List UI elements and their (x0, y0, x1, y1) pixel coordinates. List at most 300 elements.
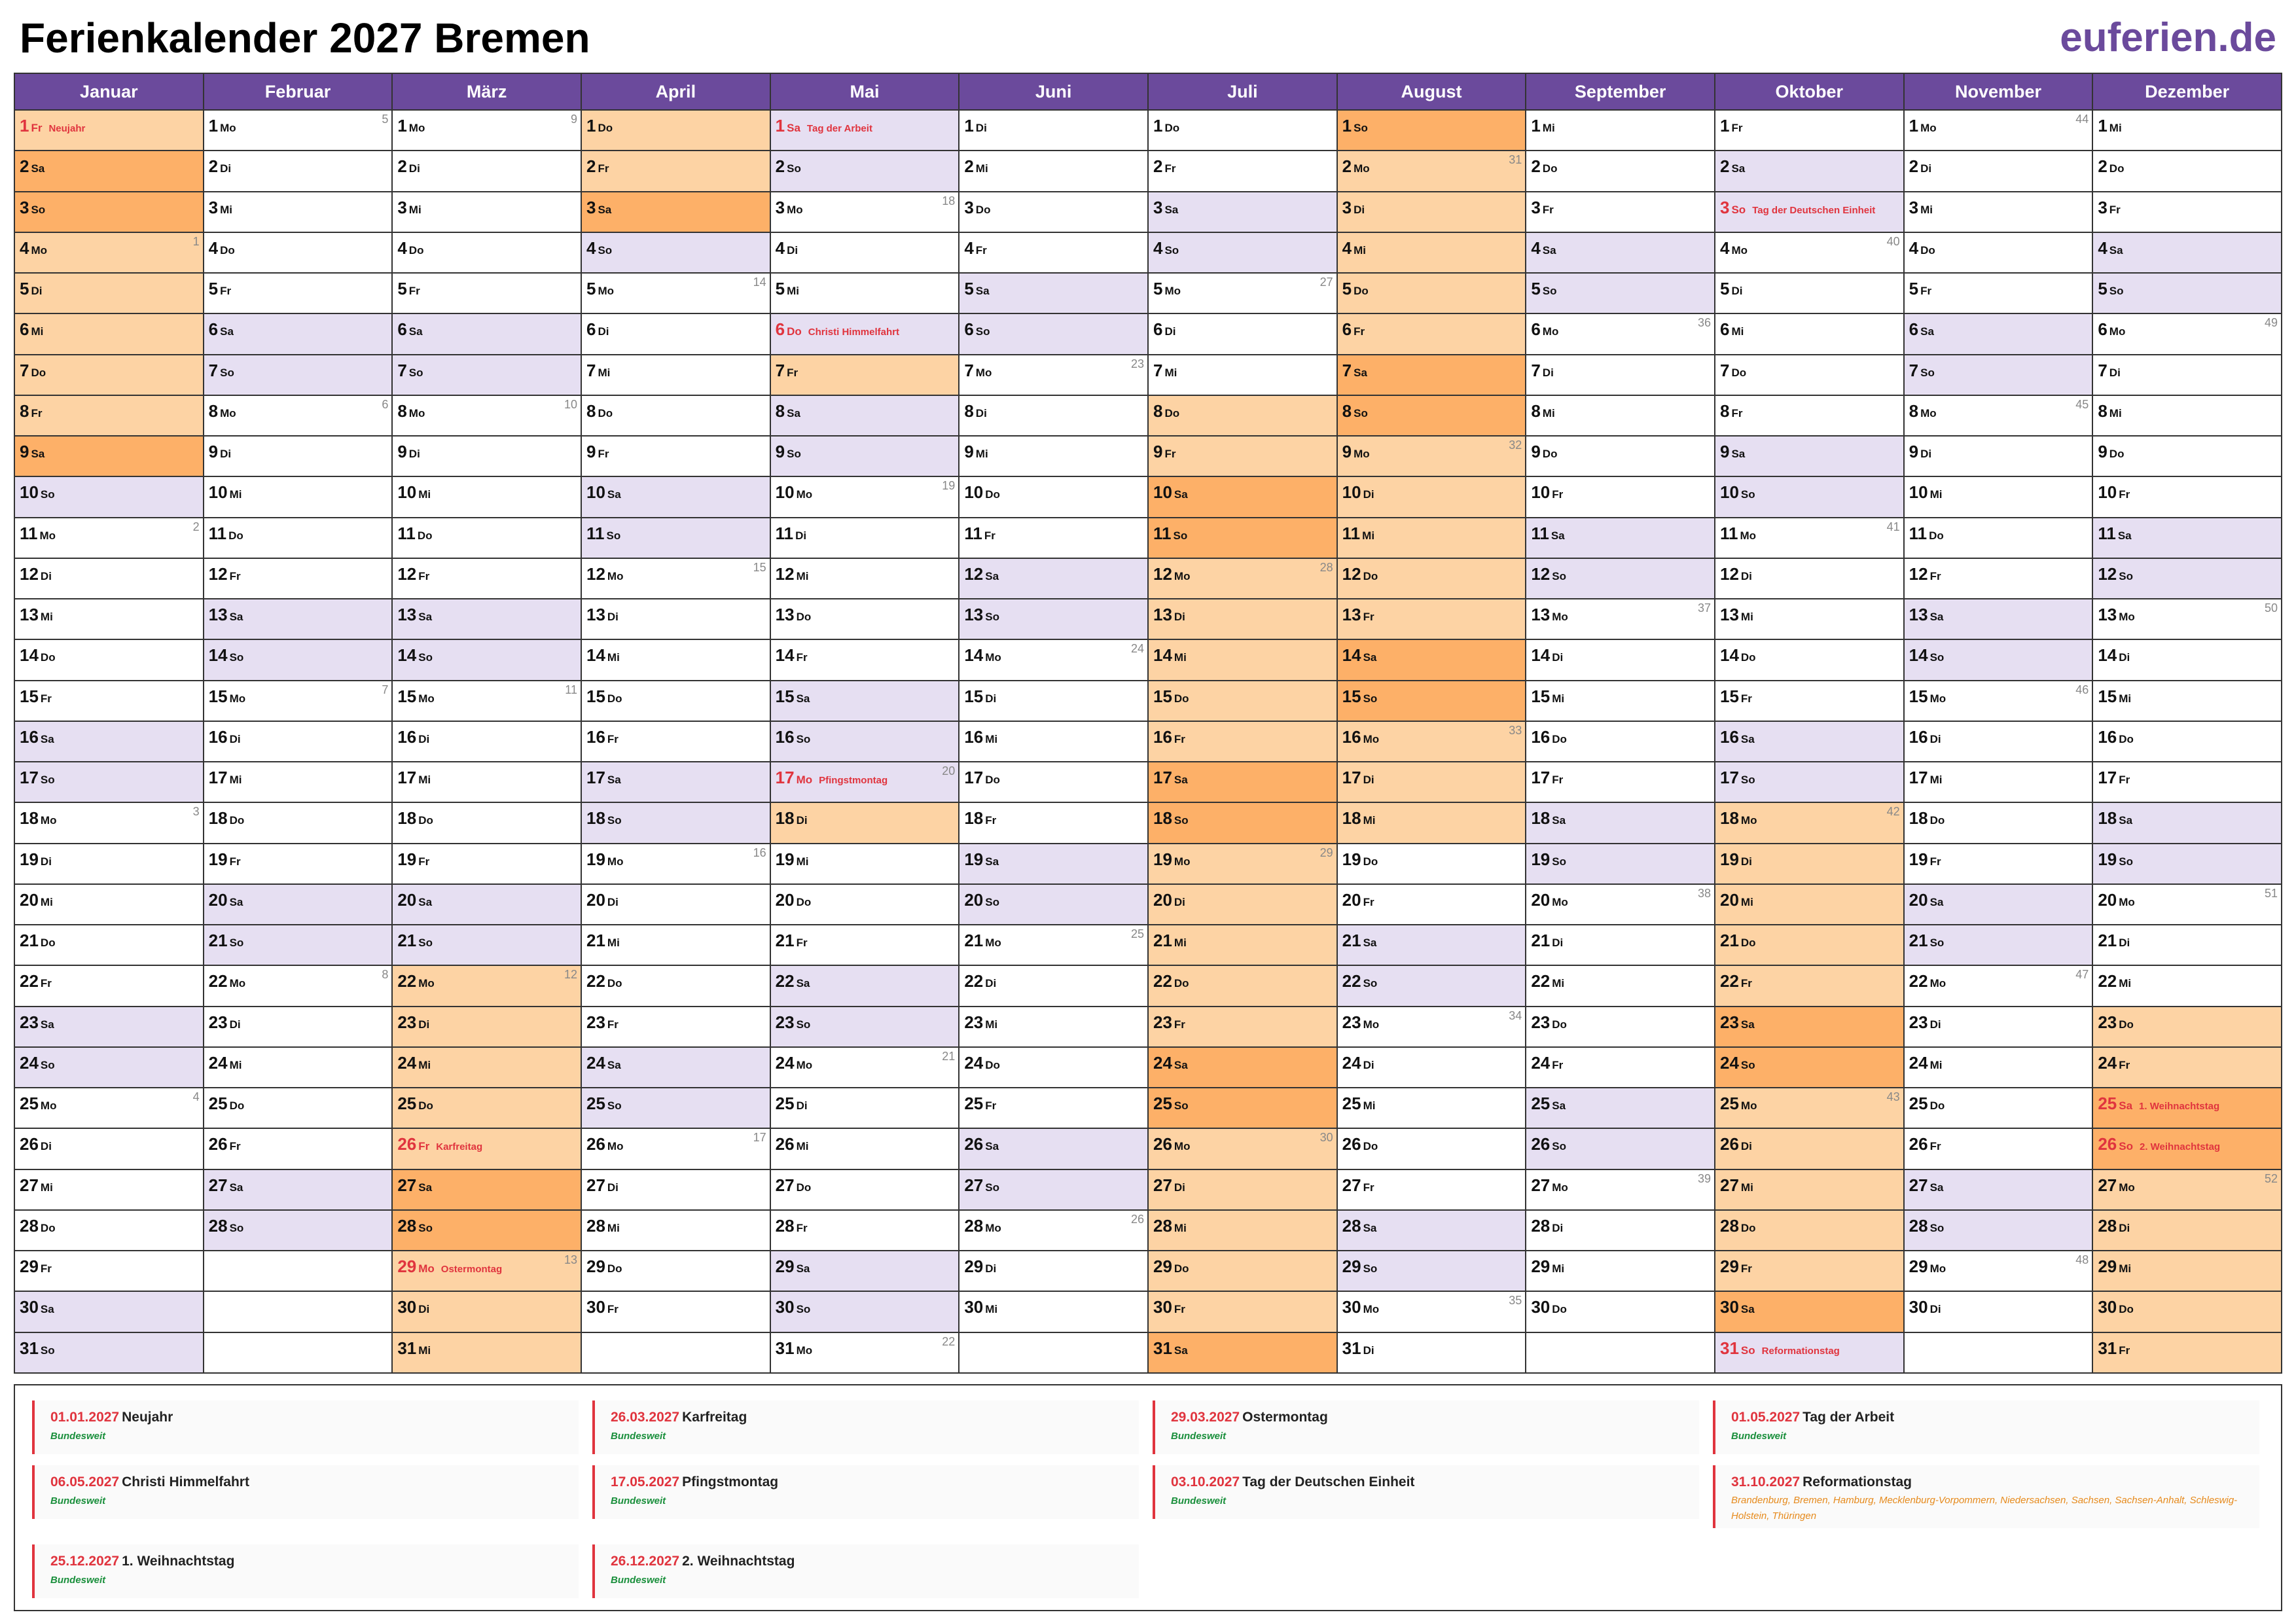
day-cell[interactable] (204, 274, 393, 314)
day-cell[interactable] (1149, 314, 1338, 355)
day-cell[interactable] (1338, 762, 1527, 803)
day-cell[interactable] (960, 477, 1149, 518)
day-cell[interactable] (2093, 681, 2282, 722)
day-cell[interactable] (771, 1088, 960, 1129)
day-cell[interactable] (2093, 599, 2282, 640)
day-cell[interactable] (204, 640, 393, 681)
day-cell[interactable] (582, 722, 771, 762)
day-cell[interactable] (771, 885, 960, 925)
day-cell[interactable] (771, 437, 960, 477)
day-cell[interactable] (1338, 844, 1527, 885)
day-cell[interactable] (582, 844, 771, 885)
day-cell[interactable] (1715, 1088, 1905, 1129)
day-cell[interactable] (1526, 518, 1715, 559)
day-cell[interactable] (393, 437, 582, 477)
holiday-day-cell[interactable] (1715, 1333, 1905, 1374)
day-cell[interactable] (771, 1251, 960, 1292)
day-cell[interactable] (771, 1292, 960, 1332)
day-cell[interactable] (2093, 518, 2282, 559)
day-cell[interactable] (1149, 803, 1338, 844)
day-cell[interactable] (1715, 925, 1905, 966)
day-cell[interactable] (15, 355, 204, 396)
day-cell[interactable] (960, 722, 1149, 762)
day-cell[interactable] (393, 233, 582, 274)
day-cell[interactable] (960, 681, 1149, 722)
day-cell[interactable] (1338, 1129, 1527, 1169)
day-cell[interactable] (15, 192, 204, 233)
day-cell[interactable] (1715, 274, 1905, 314)
day-cell[interactable] (1526, 1170, 1715, 1211)
day-cell[interactable] (1715, 355, 1905, 396)
day-cell[interactable] (1905, 437, 2094, 477)
day-cell[interactable] (204, 477, 393, 518)
day-cell[interactable] (204, 762, 393, 803)
day-cell[interactable] (582, 966, 771, 1007)
day-cell[interactable] (960, 314, 1149, 355)
day-cell[interactable] (582, 355, 771, 396)
day-cell[interactable] (1905, 396, 2094, 437)
day-cell[interactable] (2093, 437, 2282, 477)
day-cell[interactable] (1526, 1048, 1715, 1088)
day-cell[interactable] (1338, 477, 1527, 518)
day-cell[interactable] (1149, 640, 1338, 681)
day-cell[interactable] (393, 925, 582, 966)
day-cell[interactable] (1338, 722, 1527, 762)
day-cell[interactable] (1149, 1211, 1338, 1251)
day-cell[interactable] (2093, 274, 2282, 314)
day-cell[interactable] (582, 192, 771, 233)
day-cell[interactable] (960, 1292, 1149, 1332)
day-cell[interactable] (1149, 274, 1338, 314)
brand-logo[interactable]: euferien.de (2060, 15, 2276, 60)
day-cell[interactable] (582, 233, 771, 274)
day-cell[interactable] (582, 1129, 771, 1169)
day-cell[interactable] (204, 1007, 393, 1048)
day-cell[interactable] (1526, 762, 1715, 803)
day-cell[interactable] (15, 518, 204, 559)
day-cell[interactable] (2093, 1251, 2282, 1292)
day-cell[interactable] (204, 722, 393, 762)
day-cell[interactable] (582, 314, 771, 355)
day-cell[interactable] (582, 1048, 771, 1088)
holiday-day-cell[interactable] (393, 1129, 582, 1169)
day-cell[interactable] (2093, 314, 2282, 355)
day-cell[interactable] (771, 1211, 960, 1251)
day-cell[interactable] (582, 640, 771, 681)
day-cell[interactable] (771, 355, 960, 396)
day-cell[interactable] (1905, 111, 2094, 151)
day-cell[interactable] (15, 966, 204, 1007)
day-cell[interactable] (1715, 599, 1905, 640)
day-cell[interactable] (1526, 1007, 1715, 1048)
day-cell[interactable] (15, 1007, 204, 1048)
day-cell[interactable] (960, 1251, 1149, 1292)
day-cell[interactable] (204, 1088, 393, 1129)
day-cell[interactable] (1905, 314, 2094, 355)
day-cell[interactable] (1526, 844, 1715, 885)
day-cell[interactable] (204, 314, 393, 355)
day-cell[interactable] (15, 1211, 204, 1251)
day-cell[interactable] (1715, 1048, 1905, 1088)
day-cell[interactable] (582, 274, 771, 314)
day-cell[interactable] (1149, 1129, 1338, 1169)
day-cell[interactable] (1149, 599, 1338, 640)
day-cell[interactable] (1905, 1211, 2094, 1251)
day-cell[interactable] (960, 233, 1149, 274)
day-cell[interactable] (1905, 233, 2094, 274)
day-cell[interactable] (204, 1211, 393, 1251)
day-cell[interactable] (393, 640, 582, 681)
day-cell[interactable] (771, 396, 960, 437)
day-cell[interactable] (1715, 1292, 1905, 1332)
day-cell[interactable] (582, 1211, 771, 1251)
day-cell[interactable] (771, 1170, 960, 1211)
day-cell[interactable] (393, 192, 582, 233)
day-cell[interactable] (15, 762, 204, 803)
day-cell[interactable] (204, 844, 393, 885)
day-cell[interactable] (1338, 1170, 1527, 1211)
day-cell[interactable] (1715, 111, 1905, 151)
day-cell[interactable] (204, 192, 393, 233)
day-cell[interactable] (1338, 599, 1527, 640)
day-cell[interactable] (15, 477, 204, 518)
day-cell[interactable] (1715, 681, 1905, 722)
day-cell[interactable] (204, 111, 393, 151)
day-cell[interactable] (1905, 803, 2094, 844)
day-cell[interactable] (771, 559, 960, 599)
day-cell[interactable] (2093, 640, 2282, 681)
day-cell[interactable] (1715, 844, 1905, 885)
day-cell[interactable] (1715, 803, 1905, 844)
day-cell[interactable] (1526, 1088, 1715, 1129)
day-cell[interactable] (960, 885, 1149, 925)
day-cell[interactable] (1338, 437, 1527, 477)
day-cell[interactable] (393, 1007, 582, 1048)
day-cell[interactable] (1338, 1211, 1527, 1251)
day-cell[interactable] (771, 1333, 960, 1374)
day-cell[interactable] (1715, 477, 1905, 518)
holiday-day-cell[interactable] (2093, 1088, 2282, 1129)
day-cell[interactable] (15, 599, 204, 640)
day-cell[interactable] (2093, 192, 2282, 233)
day-cell[interactable] (2093, 1333, 2282, 1374)
day-cell[interactable] (582, 1088, 771, 1129)
day-cell[interactable] (1338, 192, 1527, 233)
day-cell[interactable] (2093, 966, 2282, 1007)
day-cell[interactable] (1149, 355, 1338, 396)
day-cell[interactable] (960, 396, 1149, 437)
day-cell[interactable] (771, 803, 960, 844)
day-cell[interactable] (1338, 885, 1527, 925)
day-cell[interactable] (960, 192, 1149, 233)
day-cell[interactable] (1905, 1170, 2094, 1211)
day-cell[interactable] (1526, 966, 1715, 1007)
day-cell[interactable] (582, 1007, 771, 1048)
day-cell[interactable] (1149, 1333, 1338, 1374)
day-cell[interactable] (1338, 1333, 1527, 1374)
day-cell[interactable] (582, 803, 771, 844)
day-cell[interactable] (960, 1211, 1149, 1251)
day-cell[interactable] (1526, 111, 1715, 151)
day-cell[interactable] (960, 559, 1149, 599)
day-cell[interactable] (1905, 885, 2094, 925)
day-cell[interactable] (771, 640, 960, 681)
day-cell[interactable] (1526, 925, 1715, 966)
day-cell[interactable] (771, 681, 960, 722)
day-cell[interactable] (393, 599, 582, 640)
day-cell[interactable] (1905, 966, 2094, 1007)
day-cell[interactable] (393, 1292, 582, 1332)
day-cell[interactable] (582, 559, 771, 599)
day-cell[interactable] (960, 437, 1149, 477)
day-cell[interactable] (15, 151, 204, 192)
day-cell[interactable] (1905, 355, 2094, 396)
day-cell[interactable] (1905, 1048, 2094, 1088)
day-cell[interactable] (204, 355, 393, 396)
day-cell[interactable] (15, 640, 204, 681)
day-cell[interactable] (771, 599, 960, 640)
day-cell[interactable] (204, 885, 393, 925)
day-cell[interactable] (582, 1251, 771, 1292)
day-cell[interactable] (1526, 1251, 1715, 1292)
day-cell[interactable] (204, 233, 393, 274)
holiday-day-cell[interactable] (771, 314, 960, 355)
day-cell[interactable] (960, 1129, 1149, 1169)
day-cell[interactable] (15, 1088, 204, 1129)
day-cell[interactable] (1526, 396, 1715, 437)
day-cell[interactable] (771, 233, 960, 274)
day-cell[interactable] (15, 1170, 204, 1211)
day-cell[interactable] (1905, 722, 2094, 762)
day-cell[interactable] (204, 1129, 393, 1169)
day-cell[interactable] (1715, 437, 1905, 477)
day-cell[interactable] (15, 803, 204, 844)
day-cell[interactable] (582, 396, 771, 437)
day-cell[interactable] (582, 1292, 771, 1332)
day-cell[interactable] (1905, 599, 2094, 640)
day-cell[interactable] (2093, 1292, 2282, 1332)
day-cell[interactable] (1905, 640, 2094, 681)
day-cell[interactable] (1715, 314, 1905, 355)
day-cell[interactable] (393, 1088, 582, 1129)
day-cell[interactable] (15, 314, 204, 355)
day-cell[interactable] (1338, 1007, 1527, 1048)
day-cell[interactable] (1149, 477, 1338, 518)
day-cell[interactable] (1905, 559, 2094, 599)
day-cell[interactable] (15, 1048, 204, 1088)
day-cell[interactable] (393, 396, 582, 437)
day-cell[interactable] (1715, 518, 1905, 559)
day-cell[interactable] (15, 274, 204, 314)
day-cell[interactable] (393, 151, 582, 192)
day-cell[interactable] (1715, 233, 1905, 274)
day-cell[interactable] (1715, 640, 1905, 681)
day-cell[interactable] (960, 1170, 1149, 1211)
day-cell[interactable] (393, 518, 582, 559)
day-cell[interactable] (1338, 559, 1527, 599)
day-cell[interactable] (1338, 640, 1527, 681)
day-cell[interactable] (960, 1007, 1149, 1048)
day-cell[interactable] (1338, 1048, 1527, 1088)
day-cell[interactable] (1715, 722, 1905, 762)
day-cell[interactable] (582, 437, 771, 477)
day-cell[interactable] (1526, 559, 1715, 599)
day-cell[interactable] (1149, 559, 1338, 599)
day-cell[interactable] (204, 1048, 393, 1088)
day-cell[interactable] (2093, 885, 2282, 925)
day-cell[interactable] (393, 966, 582, 1007)
day-cell[interactable] (1715, 1129, 1905, 1169)
day-cell[interactable] (1905, 925, 2094, 966)
day-cell[interactable] (393, 762, 582, 803)
day-cell[interactable] (1149, 1088, 1338, 1129)
day-cell[interactable] (1526, 681, 1715, 722)
day-cell[interactable] (1526, 355, 1715, 396)
day-cell[interactable] (1715, 559, 1905, 599)
day-cell[interactable] (1149, 1007, 1338, 1048)
day-cell[interactable] (960, 925, 1149, 966)
day-cell[interactable] (1526, 1129, 1715, 1169)
day-cell[interactable] (1526, 192, 1715, 233)
day-cell[interactable] (1715, 966, 1905, 1007)
day-cell[interactable] (1338, 151, 1527, 192)
day-cell[interactable] (1149, 396, 1338, 437)
day-cell[interactable] (1905, 274, 2094, 314)
day-cell[interactable] (582, 518, 771, 559)
holiday-day-cell[interactable] (393, 1251, 582, 1292)
day-cell[interactable] (1149, 722, 1338, 762)
day-cell[interactable] (15, 925, 204, 966)
day-cell[interactable] (2093, 722, 2282, 762)
day-cell[interactable] (15, 559, 204, 599)
day-cell[interactable] (1149, 1251, 1338, 1292)
day-cell[interactable] (1338, 111, 1527, 151)
day-cell[interactable] (1526, 640, 1715, 681)
day-cell[interactable] (960, 640, 1149, 681)
day-cell[interactable] (1526, 885, 1715, 925)
day-cell[interactable] (1149, 681, 1338, 722)
day-cell[interactable] (960, 1088, 1149, 1129)
day-cell[interactable] (1338, 681, 1527, 722)
day-cell[interactable] (1715, 1251, 1905, 1292)
day-cell[interactable] (1338, 314, 1527, 355)
day-cell[interactable] (1149, 518, 1338, 559)
day-cell[interactable] (960, 355, 1149, 396)
day-cell[interactable] (204, 518, 393, 559)
day-cell[interactable] (2093, 355, 2282, 396)
day-cell[interactable] (393, 803, 582, 844)
day-cell[interactable] (1338, 803, 1527, 844)
holiday-day-cell[interactable] (15, 111, 204, 151)
day-cell[interactable] (393, 559, 582, 599)
day-cell[interactable] (15, 1129, 204, 1169)
day-cell[interactable] (1526, 437, 1715, 477)
day-cell[interactable] (204, 925, 393, 966)
day-cell[interactable] (1526, 477, 1715, 518)
day-cell[interactable] (771, 518, 960, 559)
day-cell[interactable] (15, 722, 204, 762)
day-cell[interactable] (2093, 151, 2282, 192)
holiday-day-cell[interactable] (771, 111, 960, 151)
day-cell[interactable] (1149, 925, 1338, 966)
day-cell[interactable] (393, 722, 582, 762)
day-cell[interactable] (2093, 1007, 2282, 1048)
day-cell[interactable] (393, 1170, 582, 1211)
day-cell[interactable] (393, 314, 582, 355)
day-cell[interactable] (204, 396, 393, 437)
day-cell[interactable] (1149, 111, 1338, 151)
day-cell[interactable] (393, 1333, 582, 1374)
day-cell[interactable] (1526, 151, 1715, 192)
day-cell[interactable] (2093, 111, 2282, 151)
day-cell[interactable] (771, 151, 960, 192)
day-cell[interactable] (15, 233, 204, 274)
day-cell[interactable] (1149, 966, 1338, 1007)
day-cell[interactable] (393, 274, 582, 314)
day-cell[interactable] (2093, 1048, 2282, 1088)
holiday-day-cell[interactable] (771, 762, 960, 803)
day-cell[interactable] (1149, 762, 1338, 803)
day-cell[interactable] (1905, 762, 2094, 803)
day-cell[interactable] (1149, 151, 1338, 192)
day-cell[interactable] (15, 1292, 204, 1332)
day-cell[interactable] (204, 437, 393, 477)
day-cell[interactable] (582, 111, 771, 151)
day-cell[interactable] (1905, 1251, 2094, 1292)
day-cell[interactable] (204, 803, 393, 844)
day-cell[interactable] (582, 477, 771, 518)
day-cell[interactable] (1905, 477, 2094, 518)
holiday-day-cell[interactable] (1715, 192, 1905, 233)
day-cell[interactable] (1338, 518, 1527, 559)
day-cell[interactable] (393, 355, 582, 396)
day-cell[interactable] (1338, 396, 1527, 437)
day-cell[interactable] (1149, 437, 1338, 477)
day-cell[interactable] (1715, 762, 1905, 803)
day-cell[interactable] (1715, 885, 1905, 925)
day-cell[interactable] (393, 844, 582, 885)
day-cell[interactable] (960, 151, 1149, 192)
day-cell[interactable] (2093, 844, 2282, 885)
day-cell[interactable] (2093, 477, 2282, 518)
day-cell[interactable] (1338, 1251, 1527, 1292)
day-cell[interactable] (1905, 1007, 2094, 1048)
day-cell[interactable] (771, 274, 960, 314)
holiday-day-cell[interactable] (2093, 1129, 2282, 1169)
day-cell[interactable] (582, 599, 771, 640)
day-cell[interactable] (1149, 1170, 1338, 1211)
day-cell[interactable] (1526, 233, 1715, 274)
day-cell[interactable] (771, 1007, 960, 1048)
day-cell[interactable] (582, 681, 771, 722)
day-cell[interactable] (2093, 925, 2282, 966)
day-cell[interactable] (1905, 151, 2094, 192)
day-cell[interactable] (1905, 844, 2094, 885)
day-cell[interactable] (960, 1048, 1149, 1088)
day-cell[interactable] (1526, 1292, 1715, 1332)
day-cell[interactable] (960, 599, 1149, 640)
day-cell[interactable] (582, 762, 771, 803)
day-cell[interactable] (582, 151, 771, 192)
day-cell[interactable] (1338, 966, 1527, 1007)
day-cell[interactable] (1715, 1007, 1905, 1048)
day-cell[interactable] (2093, 1211, 2282, 1251)
day-cell[interactable] (1715, 1170, 1905, 1211)
day-cell[interactable] (1905, 1129, 2094, 1169)
day-cell[interactable] (1338, 233, 1527, 274)
day-cell[interactable] (393, 681, 582, 722)
day-cell[interactable] (393, 1211, 582, 1251)
